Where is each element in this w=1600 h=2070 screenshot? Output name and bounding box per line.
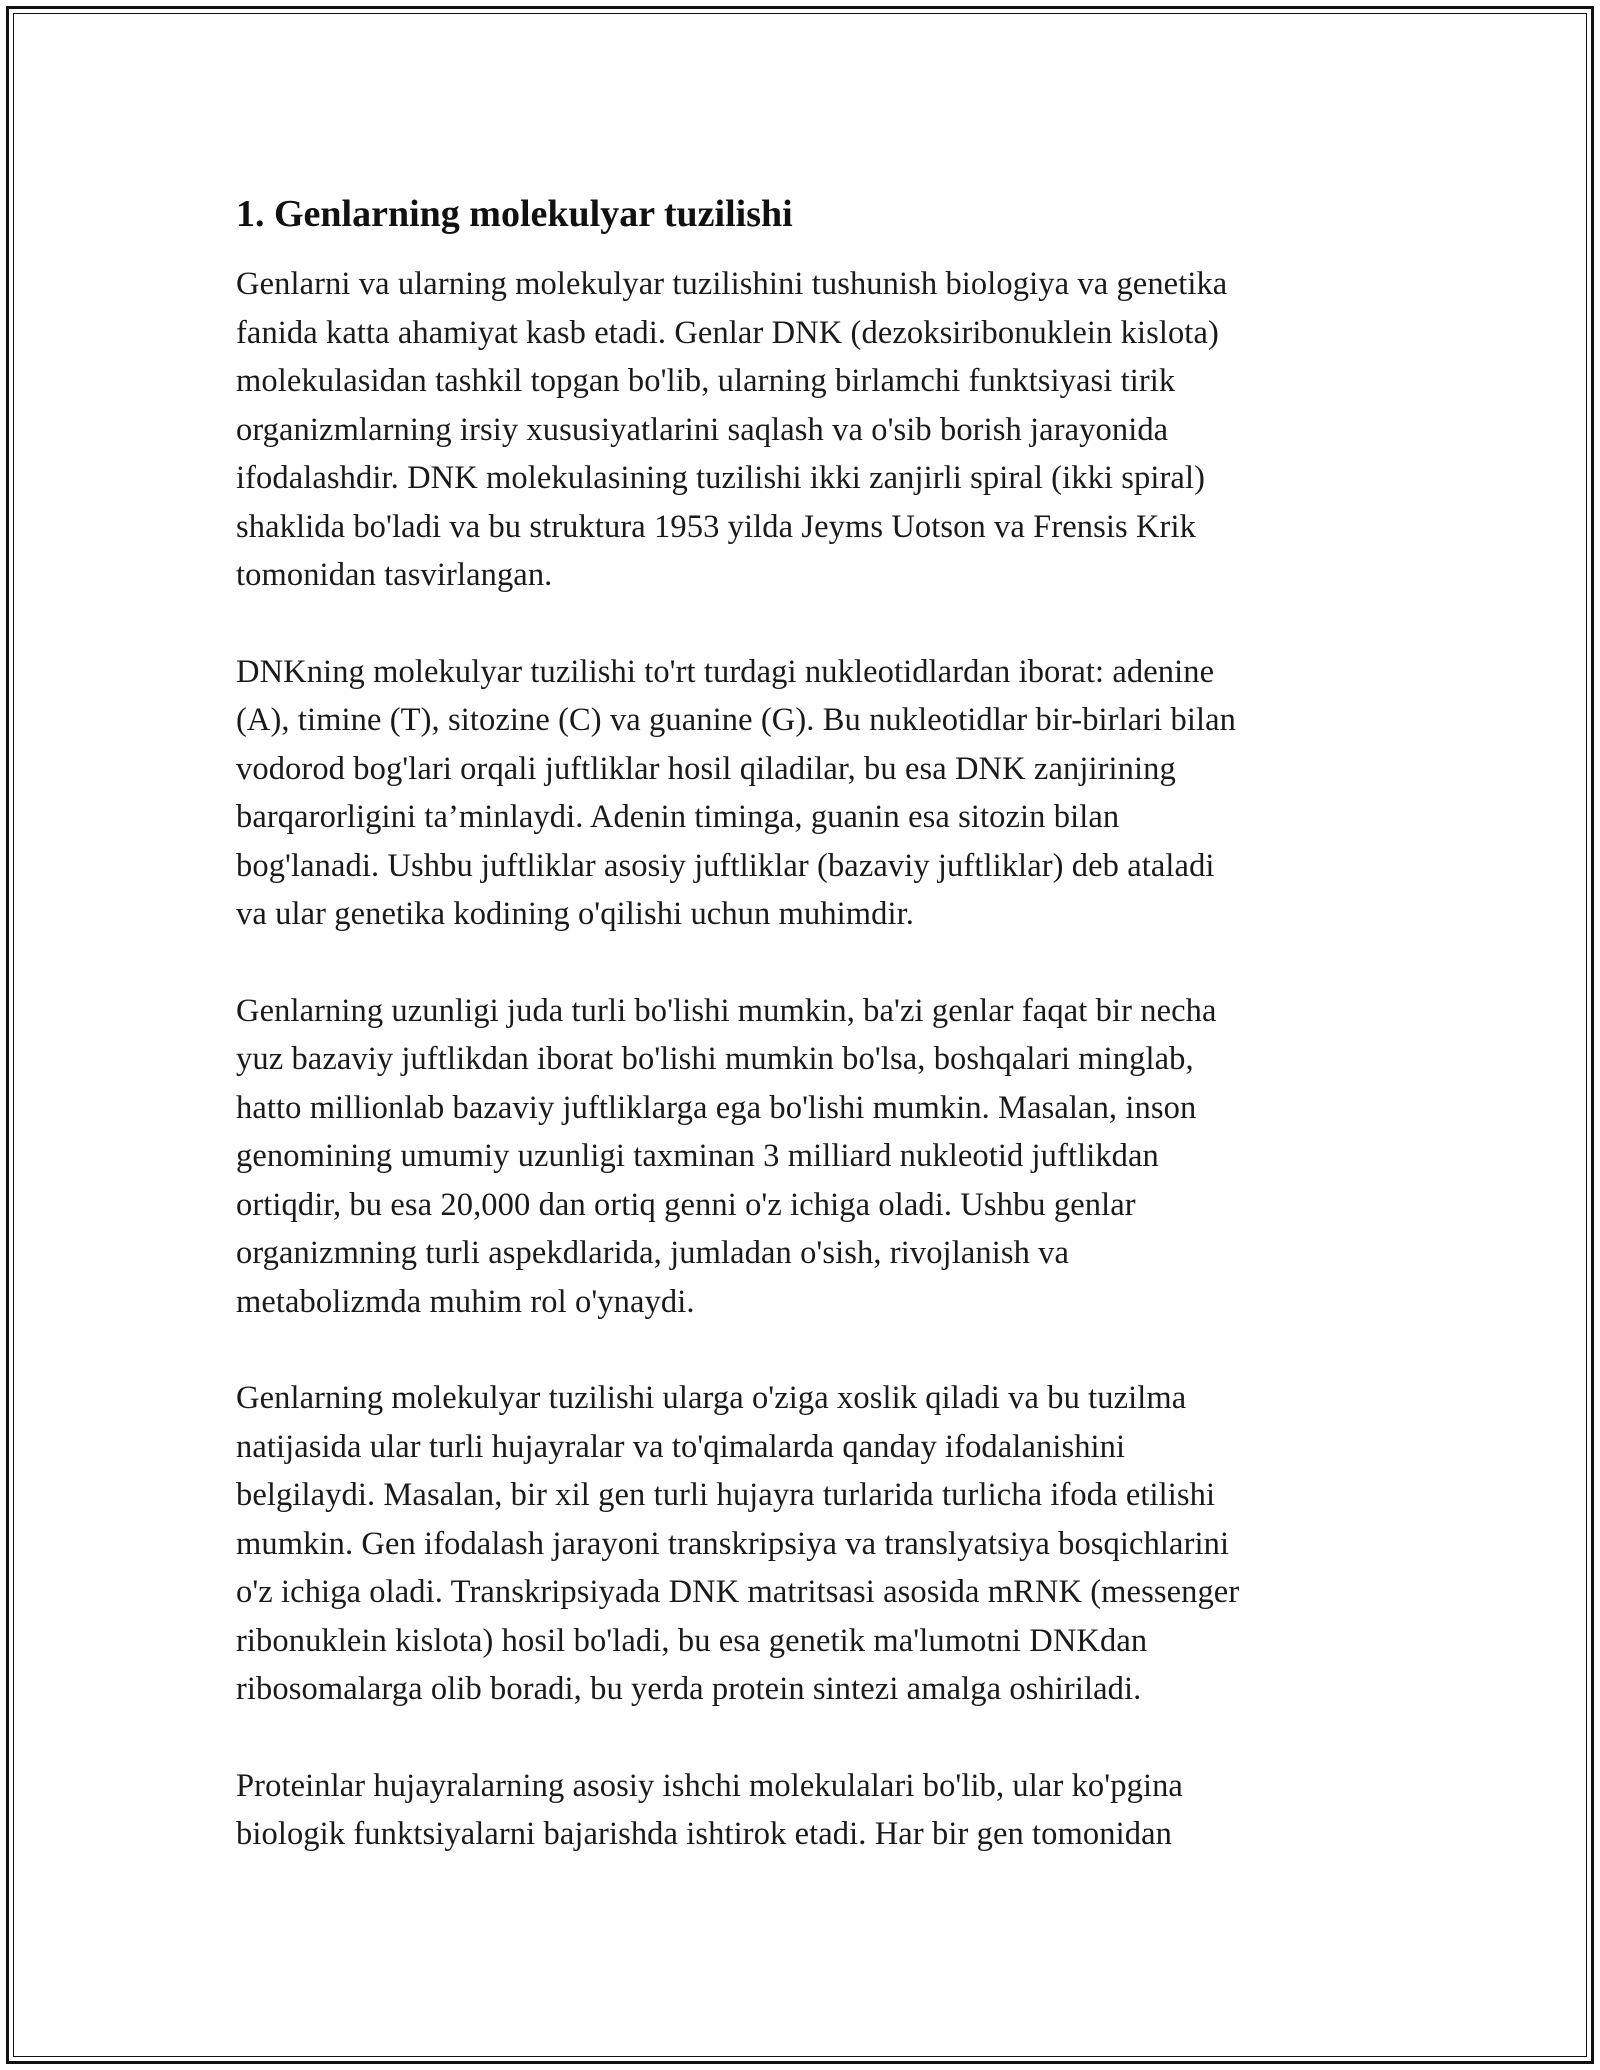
- text-line: metabolizmda muhim rol o'ynaydi.: [236, 1283, 695, 1320]
- text-line: ribonuklein kislota) hosil bo'ladi, bu esa genetik ma'lumotni DNKdan: [236, 1622, 1148, 1659]
- text-line: hatto millionlab bazaviy juftliklarga ega bo'lishi mumkin. Masalan, inson: [236, 1089, 1197, 1126]
- text-line: natijasida ular turli hujayralar va to'qimalarda qanday ifodalanishini: [236, 1428, 1126, 1465]
- text-line: shaklida bo'ladi va bu struktura 1953 yilda Jeyms Uotson va Frensis Krik: [236, 508, 1196, 545]
- text-line: biologik funktsiyalarni bajarishda ishtirok etadi. Har bir gen tomonidan: [236, 1816, 1172, 1852]
- text-line: tomonidan tasvirlangan.: [236, 557, 553, 593]
- paragraph-4: [236, 1374, 1386, 1714]
- text-line: ribosomalarga olib boradi, bu yerda protein sintezi amalga oshiriladi.: [236, 1671, 1142, 1707]
- text-line: organizmlarning irsiy xususiyatlarini saqlash va o'sib borish jarayonida: [236, 411, 1169, 448]
- text-line: ortiqdir, bu esa 20,000 dan ortiq genni o'z ichiga oladi. Ushbu genlar: [236, 1186, 1136, 1223]
- paragraph-1: [236, 260, 1386, 600]
- text-line: Proteinlar hujayralarning asosiy ishchi molekulalari bo'lib, ular ko'pgina: [236, 1767, 1183, 1804]
- text-line: va ular genetika kodining o'qilishi uchun muhimdir.: [236, 896, 915, 932]
- text-line: mumkin. Gen ifodalash jarayoni transkripsiya va translyatsiya bosqichlarini: [236, 1525, 1230, 1562]
- text-line: DNKning molekulyar tuzilishi to'rt turdagi nukleotidlardan iborat: adenine: [236, 653, 1215, 690]
- section-heading: 1. Genlarning molekulyar tuzilishi: [236, 193, 793, 235]
- text-line: Genlarning uzunligi juda turli bo'lishi mumkin, ba'zi genlar faqat bir necha: [236, 992, 1217, 1029]
- text-line: genomining umumiy uzunligi taxminan 3 milliard nukleotid juftlikdan: [236, 1138, 1159, 1174]
- paragraph-2: [236, 648, 1386, 939]
- text-line: ifodalashdir. DNK molekulasining tuzilishi ikki zanjirli spiral (ikki spiral): [236, 460, 1206, 496]
- paragraph-3: [236, 987, 1386, 1327]
- text-line: belgilaydi. Masalan, bir xil gen turli hujayra turlarida turlicha ifoda etilishi: [236, 1477, 1216, 1513]
- text-line: fanida katta ahamiyat kasb etadi. Genlar DNK (dezoksiribonuklein kislota): [236, 314, 1219, 351]
- text-line: molekulasidan tashkil topgan bo'lib, ularning birlamchi funktsiyasi tirik: [236, 363, 1176, 399]
- text-line: Genlarning molekulyar tuzilishi ularga o'ziga xoslik qiladi va bu tuzilma: [236, 1380, 1187, 1416]
- text-line: organizmning turli aspekdlarida, jumladan o'sish, rivojlanish va: [236, 1235, 1070, 1271]
- text-line: yuz bazaviy juftlikdan iborat bo'lishi mumkin bo'lsa, boshqalari minglab,: [236, 1041, 1194, 1077]
- paragraph-5: [236, 1762, 1386, 1859]
- document-body: [236, 190, 1386, 1907]
- text-line: bog'lanadi. Ushbu juftliklar asosiy juftliklar (bazaviy juftliklar) deb ataladi: [236, 847, 1215, 884]
- text-line: barqarorligini ta’minlaydi. Adenin timinga, guanin esa sitozin bilan: [236, 799, 1120, 835]
- text-line: o'z ichiga oladi. Transkripsiyada DNK matritsasi asosida mRNK (messenger: [236, 1574, 1240, 1610]
- text-line: vodorod bog'lari orqali juftliklar hosil qiladilar, bu esa DNK zanjirining: [236, 750, 1176, 787]
- text-line: Genlarni va ularning molekulyar tuzilishini tushunish biologiya va genetika: [236, 266, 1228, 302]
- text-line: (A), timine (T), sitozine (C) va guanine (G). Bu nukleotidlar bir-birlari bilan: [236, 702, 1237, 738]
